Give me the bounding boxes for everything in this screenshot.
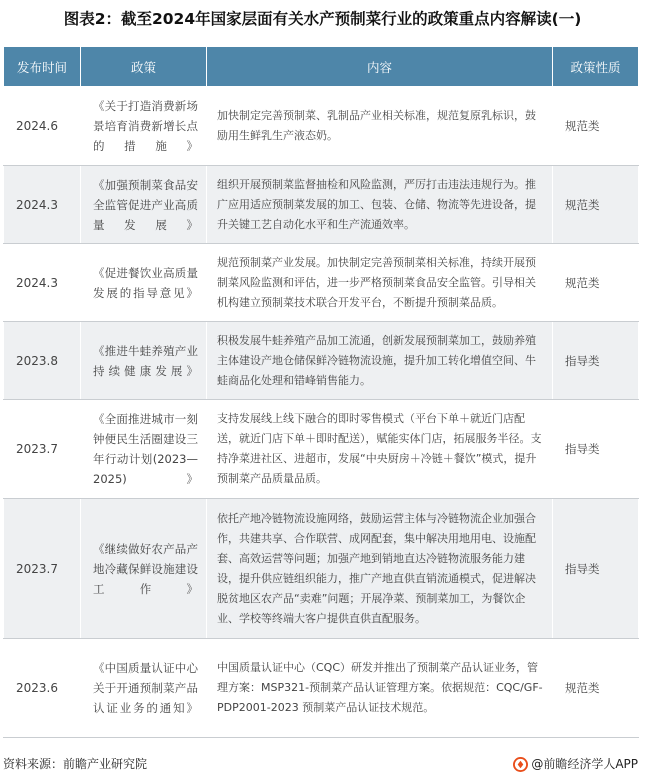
row-content: 组织开展预制菜监督抽检和风险监测，严厉打击违法违规行为。推广应用适应预制菜发展的加工、包装、仓储、物流等先进设备，提升关键工艺自动化水平和生产流通效率。	[207, 166, 553, 244]
table-row	[4, 499, 639, 639]
row-content: 依托产地冷链物流设施网络，鼓励运营主体与冷链物流企业加强合作，共建共享、合作联营、成网配套，集中解决用地用电、设施配套、高效运营等问题；加强产地到销地直达冷链物流服务能力建设，提升供应链组织能力，推广产地直供直销流通模式，促进解决脱贫地区农产品“卖难”问题；开展净菜、预制菜加工，为餐饮企业、学校等终端大客户提供直供直配服务。	[207, 499, 553, 639]
source-note: 资料来源：前瞻产业研究院	[3, 757, 148, 771]
row-content: 中国质量认证中心（CQC）研发并推出了预制菜产品认证业务，管理方案：MSP321-预制菜产品认证管理方案。依据规范：CQC/GF-PDP2001-2023 预制菜产品认证技术规范。	[207, 639, 553, 738]
row-policy: 《继续做好农产品产地冷藏保鲜设施建设工作》	[81, 499, 207, 639]
footer	[3, 753, 638, 775]
row-policy: 《关于打造消费新场景培育消费新增长点的措施》	[81, 87, 207, 166]
row-nature: 指导类	[553, 499, 639, 639]
table-row	[4, 244, 639, 322]
policy-table	[3, 46, 639, 738]
row-date: 2023.6	[4, 639, 81, 738]
row-policy: 《推进牛蛙养殖产业持续健康发展》	[81, 322, 207, 400]
row-nature: 规范类	[553, 639, 639, 738]
brand-credit	[513, 753, 638, 775]
table-row	[4, 639, 639, 738]
row-nature: 规范类	[553, 87, 639, 166]
row-content: 积极发展牛蛙养殖产品加工流通，创新发展预制菜加工，鼓励养殖主体建设产地仓储保鲜冷链物流设施，提升加工转化增值空间、牛蛙商品化处理和错峰销售能力。	[207, 322, 553, 400]
row-date: 2024.6	[4, 87, 81, 166]
row-date: 2024.3	[4, 166, 81, 244]
row-policy: 《促进餐饮业高质量发展的指导意见》	[81, 244, 207, 322]
row-nature: 规范类	[553, 166, 639, 244]
header-content: 内容	[207, 47, 553, 87]
table-row	[4, 400, 639, 499]
page-title: 图表2：截至2024年国家层面有关水产预制菜行业的政策重点内容解读(一)	[63, 10, 582, 28]
table-row	[4, 87, 639, 166]
row-policy: 《加强预制菜食品安全监管促进产业高质量发展》	[81, 166, 207, 244]
row-nature: 指导类	[553, 400, 639, 499]
table-header-row	[4, 47, 639, 87]
table-row	[4, 166, 639, 244]
row-date: 2024.3	[4, 244, 81, 322]
table-row	[4, 322, 639, 400]
row-nature: 指导类	[553, 322, 639, 400]
row-content: 加快制定完善预制菜、乳制品产业相关标准，规范复原乳标识，鼓励用生鲜乳生产液态奶。	[207, 87, 553, 166]
row-date: 2023.7	[4, 499, 81, 639]
row-policy: 《全面推进城市一刻钟便民生活圈建设三年行动计划(2023—2025)》	[81, 400, 207, 499]
brand-text: @前瞻经济学人APP	[531, 757, 638, 771]
row-date: 2023.7	[4, 400, 81, 499]
row-content: 规范预制菜产业发展。加快制定完善预制菜相关标准，持续开展预制菜风险监测和评估，进一步严格预制菜食品安全监管。引导相关机构建立预制菜技术联合开发平台，不断提升预制菜品质。	[207, 244, 553, 322]
row-nature: 规范类	[553, 244, 639, 322]
header-date: 发布时间	[4, 47, 81, 87]
qianzhan-logo-icon	[513, 757, 528, 772]
header-nature: 政策性质	[553, 47, 639, 87]
header-policy: 政策	[81, 47, 207, 87]
row-policy: 《中国质量认证中心关于开通预制菜产品认证业务的通知》	[81, 639, 207, 738]
row-date: 2023.8	[4, 322, 81, 400]
row-content: 支持发展线上线下融合的即时零售模式（平台下单＋就近门店配送，就近门店下单＋即时配送），赋能实体门店，拓展服务半径。支持净菜进社区、进超市，发展“中央厨房＋冷链＋餐饮”模式，提升预制菜产品质量品质。	[207, 400, 553, 499]
